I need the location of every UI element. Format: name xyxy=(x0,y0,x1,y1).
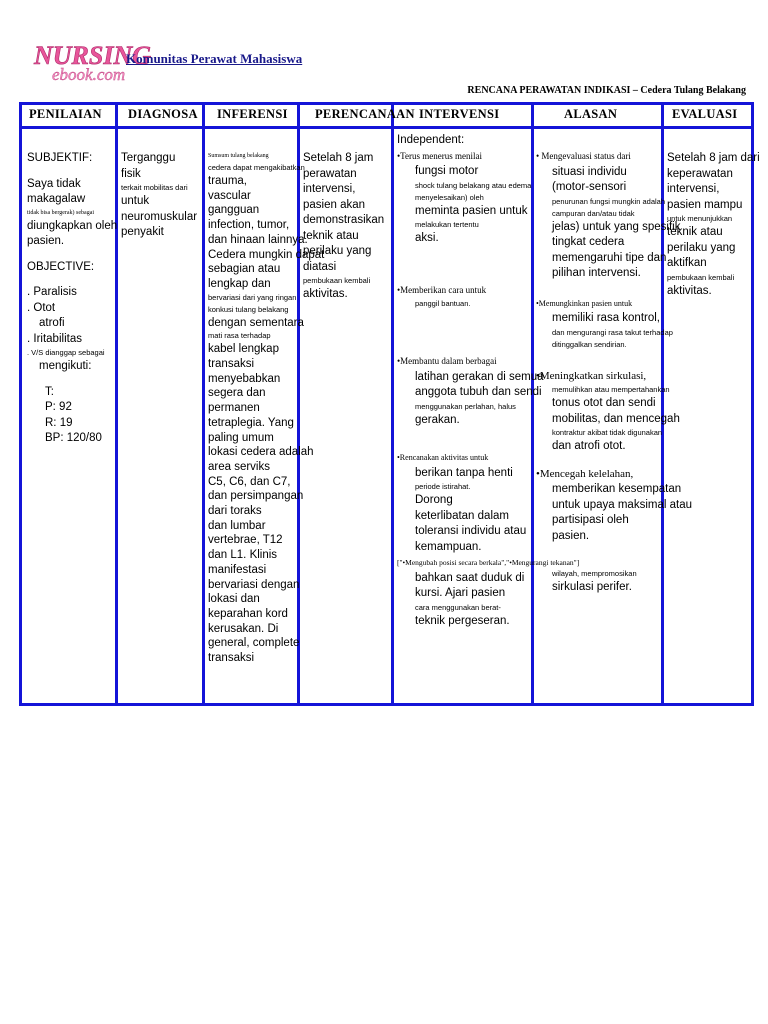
finding-item: . Iritabilitas xyxy=(27,332,82,345)
finding-item: . Paralisis xyxy=(27,286,77,298)
inferensi-text: bervariasi dari yang ringan xyxy=(208,292,297,302)
objective-label: OBJECTIVE: xyxy=(27,260,95,273)
rationale-text: pasien. xyxy=(552,529,590,542)
inferensi-text: vascular xyxy=(208,189,251,202)
inferensi-text: permanen xyxy=(208,402,260,415)
inferensi-text: Sumsum tulang belakang xyxy=(208,153,269,159)
rationale-text: situasi individu xyxy=(552,165,627,178)
independent-label: Independent: xyxy=(397,134,465,146)
intervention-text: kemampuan. xyxy=(415,540,482,553)
rationale-text: wilayah, mempromosikan xyxy=(552,569,637,578)
rationale-text: tonus otot dan sendi xyxy=(552,397,656,409)
penilaian-text: tidak bisa bergerak) sebagai xyxy=(27,209,95,216)
evaluasi-text: teknik atau xyxy=(667,226,723,238)
evaluasi-text: intervensi, xyxy=(667,183,720,195)
intervention-text: periode istirahat. xyxy=(415,482,471,491)
intervention-text: latihan gerakan di semua xyxy=(415,370,544,383)
rationale-text: memberikan kesempatan xyxy=(552,483,682,495)
svg-text:NURSING: NURSING xyxy=(34,41,152,70)
header-penilaian: PENILAIAN xyxy=(29,107,102,121)
rationale-item: •Mencegah kelelahan, xyxy=(536,467,634,480)
inferensi-text: Cedera mungkin dapat xyxy=(208,248,325,261)
diagnosa-text: neuromuskular xyxy=(121,210,198,223)
perencanaan-text: diatasi xyxy=(303,260,337,273)
intervention-text: panggil bantuan. xyxy=(415,299,471,308)
diagnosa-text: terkait mobilitas dari xyxy=(121,183,188,192)
rationale-text: pilihan intervensi. xyxy=(552,267,641,279)
header-inferensi: INFERENSI xyxy=(217,107,288,121)
header-diagnosa: DIAGNOSA xyxy=(128,107,198,121)
intervention-text: kursi. Ajari pasien xyxy=(415,587,506,599)
penilaian-text: makagalaw xyxy=(27,193,86,205)
inferensi-text: transaksi xyxy=(208,358,255,371)
inferensi-text: tetraplegia. Yang xyxy=(208,416,294,429)
header-divider xyxy=(22,126,751,129)
rationale-item: • Mengevaluasi status dari xyxy=(536,151,631,161)
rationale-text: memengaruhi tipe dan xyxy=(552,251,667,264)
rationale-text: penurunan fungsi mungkin adalah xyxy=(552,196,666,206)
vital-signs-note: . V/S dianggap sebagai xyxy=(27,348,105,357)
intervention-text: menyelesaikan) oleh xyxy=(415,192,484,202)
rationale-text: partisipasi oleh xyxy=(552,514,629,526)
rationale-text: memiliki rasa kontrol, xyxy=(552,312,660,324)
header-alasan: ALASAN xyxy=(564,107,618,121)
inferensi-text: area serviks xyxy=(208,460,270,473)
evaluasi-text: aktivitas. xyxy=(667,284,712,297)
diagnosa-text: Terganggu xyxy=(121,152,176,164)
rationale-text: dan mengurangi rasa takut terhadap xyxy=(552,327,673,337)
evaluasi-cell xyxy=(667,151,760,299)
diagnosa-text: untuk xyxy=(121,195,150,207)
inferensi-text: cedera dapat mengakibatkan xyxy=(208,163,305,172)
rationale-text: kontraktur akibat tidak digunakan xyxy=(552,428,663,437)
column-divider xyxy=(202,105,205,703)
intervention-text: aksi. xyxy=(415,232,439,244)
inferensi-text: dari toraks xyxy=(208,505,262,518)
perencanaan-text: teknik atau xyxy=(303,229,359,242)
perencanaan-text: aktivitas. xyxy=(303,288,348,300)
evaluasi-text: pasien mampu xyxy=(667,198,743,211)
perencanaan-cell xyxy=(303,151,384,303)
penilaian-text: pasien. xyxy=(27,235,65,247)
rationale-text: untuk upaya maksimal atau xyxy=(552,498,692,511)
rationale-text: memulihkan atau mempertahankan xyxy=(552,385,670,394)
inferensi-text: C5, C6, dan C7, xyxy=(208,475,291,488)
perencanaan-text: pembukaan kembali xyxy=(303,276,371,285)
perencanaan-text: perawatan xyxy=(303,167,357,180)
rationale-text: tingkat cedera xyxy=(552,236,625,248)
intervention-item: •Membantu dalam berbagai xyxy=(397,356,497,366)
penilaian-text: diungkapkan oleh xyxy=(27,219,118,232)
rationale-text: ditinggalkan sendirian. xyxy=(552,339,627,349)
rationale-text: campuran dan/atau tidak xyxy=(552,208,635,218)
subjektif-label: SUBJEKTIF: xyxy=(27,152,93,164)
inferensi-text: bervariasi dengan xyxy=(208,578,300,591)
header-evaluasi: EVALUASI xyxy=(672,107,738,121)
header-intervensi: INTERVENSI xyxy=(419,107,500,121)
intervention-text: toleransi individu atau xyxy=(415,525,527,537)
intervention-text: shock tulang belakang atau edema xyxy=(415,180,532,190)
finding-item: atrofi xyxy=(39,317,65,329)
intervention-text: berikan tanpa henti xyxy=(415,466,513,479)
inferensi-text: dan hinaan lainnya. xyxy=(208,233,308,246)
inferensi-text: lengkap dan xyxy=(208,277,271,290)
inferensi-text: general, complete xyxy=(208,637,300,650)
intervention-text: fungsi motor xyxy=(415,165,479,177)
evaluasi-text: untuk menunjukkan xyxy=(667,214,733,223)
evaluasi-text: keperawatan xyxy=(667,167,733,180)
inferensi-text: keparahan kord xyxy=(208,607,288,620)
diagnosa-text: fisik xyxy=(121,167,141,180)
evaluasi-text: pembukaan kembali xyxy=(667,272,735,282)
inferensi-text: dan persimpangan xyxy=(208,490,304,503)
column-divider xyxy=(391,105,394,703)
perencanaan-text: Setelah 8 jam xyxy=(303,152,374,164)
inferensi-text: kabel lengkap xyxy=(208,343,279,356)
inferensi-text: sebagian atau xyxy=(208,263,281,276)
intervention-text: keterlibatan dalam xyxy=(415,509,509,522)
intervention-item: •Terus menerus menilai xyxy=(397,150,482,161)
diagnosa-cell xyxy=(121,151,197,241)
vital-pulse: P: 92 xyxy=(45,401,72,413)
intervention-text: gerakan. xyxy=(415,413,460,426)
inferensi-text: konkusi tulang belakang xyxy=(208,304,289,314)
inferensi-text: segera dan xyxy=(208,387,266,400)
intervention-text: menggunakan perlahan, halus xyxy=(415,401,516,411)
vital-signs-note: mengikuti: xyxy=(39,360,92,372)
intervention-text: Dorong xyxy=(415,494,453,506)
inferensi-text: menyebabkan xyxy=(208,372,281,385)
vital-blood-pressure: BP: 120/80 xyxy=(45,432,102,444)
intervention-text: bahkan saat duduk di xyxy=(415,571,525,584)
intervention-text: teknik pergeseran. xyxy=(415,614,510,627)
site-title[interactable]: Komunitas Perawat Mahasiswa xyxy=(126,51,303,66)
vital-temperature: T: xyxy=(45,385,54,398)
rationale-text: sirkulasi perifer. xyxy=(552,581,632,593)
rationale-text: (motor-sensori xyxy=(552,181,627,193)
intervention-text: melakukan tertentu xyxy=(415,220,479,229)
intervention-item: ["•Mengubah posisi secara berkala","•Mengurangi tekanan"] xyxy=(397,558,580,567)
inferensi-text: gangguan xyxy=(208,204,260,217)
penilaian-cell xyxy=(27,151,117,447)
nursing-ebook-logo xyxy=(32,40,152,84)
inferensi-text: manifestasi xyxy=(208,563,267,576)
inferensi-text: trauma, xyxy=(208,175,247,187)
evaluasi-text: aktifkan xyxy=(667,257,707,269)
intervention-item: •Memberikan cara untuk xyxy=(397,284,487,295)
intervention-item: •Rencanakan aktivitas untuk xyxy=(397,453,489,462)
intervention-text: meminta pasien untuk xyxy=(415,204,528,217)
rationale-text: mobilitas, dan mencegah xyxy=(552,412,680,425)
perencanaan-text: demonstrasikan xyxy=(303,214,385,226)
rationale-text: dan atrofi otot. xyxy=(552,440,626,452)
perencanaan-text: pasien akan xyxy=(303,198,366,211)
document-header: RENCANA PERAWATAN INDIKASI – Cedera Tulang Belakang xyxy=(467,85,746,96)
inferensi-text: mati rasa terhadap xyxy=(208,331,271,341)
penilaian-text: Saya tidak xyxy=(27,177,81,190)
rationale-item: •Meningkatkan sirkulasi, xyxy=(536,369,647,382)
inferensi-text: transaksi xyxy=(208,652,255,665)
vital-respiration: R: 19 xyxy=(45,416,73,429)
inferensi-text: dan L1. Klinis xyxy=(208,549,278,562)
inferensi-text: dan lumbar xyxy=(208,519,266,532)
svg-text:ebook.com: ebook.com xyxy=(52,65,126,84)
evaluasi-text: perilaku yang xyxy=(667,241,736,254)
rationale-text: jelas) untuk yang spesifik xyxy=(552,220,681,233)
inferensi-text: paling umum xyxy=(208,431,274,444)
inferensi-text: dengan sementara xyxy=(208,316,304,329)
inferensi-text: infection, tumor, xyxy=(208,219,290,232)
perencanaan-text: intervensi, xyxy=(303,183,356,195)
inferensi-text: lokasi dan xyxy=(208,593,260,606)
evaluasi-text: Setelah 8 jam dari xyxy=(667,152,760,164)
inferensi-text: lokasi cedera adalah xyxy=(208,446,314,459)
diagnosa-text: penyakit xyxy=(121,226,164,238)
care-plan-table xyxy=(19,102,760,706)
perencanaan-text: perilaku yang xyxy=(303,245,372,257)
header-perencanaan: PERENCANAAN xyxy=(315,107,415,121)
finding-item: . Otot xyxy=(27,301,56,314)
rationale-item: •Memungkinkan pasien untuk xyxy=(536,298,633,308)
inferensi-text: vertebrae, T12 xyxy=(208,534,283,547)
intervention-text: anggota tubuh dan sendi xyxy=(415,386,542,398)
inferensi-text: kerusakan. Di xyxy=(208,622,279,635)
intervention-text: cara menggunakan berat- xyxy=(415,602,501,612)
